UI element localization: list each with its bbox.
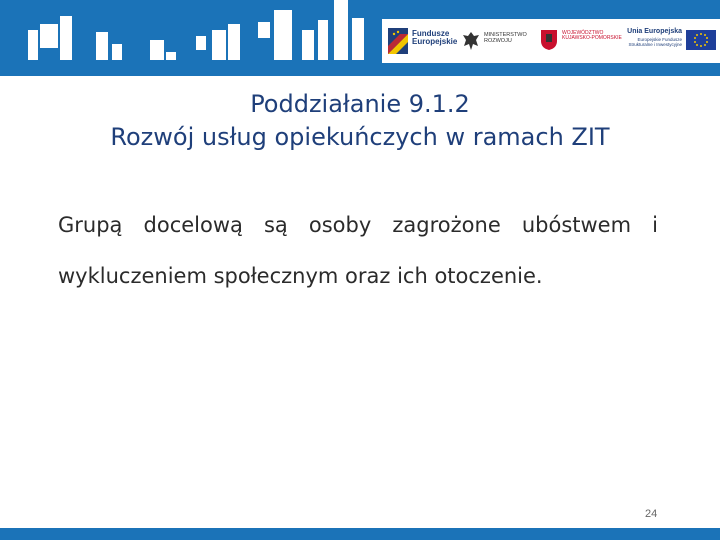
decor-block: [258, 22, 270, 38]
footer-band: [0, 528, 720, 540]
header-band: [0, 0, 720, 76]
logo-strip: [382, 19, 720, 63]
decor-block: [166, 52, 176, 60]
eagle-icon: [462, 30, 480, 52]
decor-block: [318, 20, 328, 60]
decor-block: [228, 24, 240, 60]
coat-of-arms-icon: [540, 29, 558, 51]
decor-block: [28, 30, 38, 60]
title-line-2: Rozwój usług opiekuńczych w ramach ZIT: [110, 123, 610, 151]
decor-block: [274, 10, 292, 60]
title-line-1: Poddziałanie 9.1.2: [250, 90, 470, 118]
body-word: i: [652, 213, 658, 237]
decor-block: [150, 40, 164, 60]
page-number: 24: [645, 508, 658, 520]
body-word: zagrożone: [392, 213, 501, 237]
body-word: ubóstwem: [521, 213, 632, 237]
decor-block: [40, 24, 58, 48]
fundusze-europejskie-logo: Fundusze Europejskie: [386, 19, 458, 63]
unia-europejska-logo: Unia Europejska Europejskie Fundusze Strukturalne i Inwestycyjne: [622, 19, 720, 63]
eu-flag-icon: [686, 30, 716, 50]
body-word: docelową: [143, 213, 243, 237]
decor-block: [302, 30, 314, 60]
decor-block: [60, 16, 72, 60]
decor-block: [352, 18, 364, 60]
decor-block: [334, 0, 348, 60]
wojewodztwo-logo: WOJEWÓDZTWO KUJAWSKO-POMORSKIE: [540, 19, 620, 63]
slide-title: [0, 88, 720, 154]
decor-block: [96, 32, 108, 60]
body-word: są: [263, 213, 288, 237]
decor-block: [196, 36, 206, 50]
body-line-2: wykluczeniem społecznym oraz ich otoczenie.: [58, 264, 543, 288]
body-word: osoby: [308, 213, 372, 237]
decor-block: [212, 30, 226, 60]
body-word: Grupą: [58, 213, 123, 237]
ministerstwo-logo: MINISTERSTWO ROZWOJU: [462, 19, 532, 63]
fe-emblem-icon: [388, 28, 408, 54]
decor-block: [112, 44, 122, 60]
body-line-1: [58, 213, 658, 237]
